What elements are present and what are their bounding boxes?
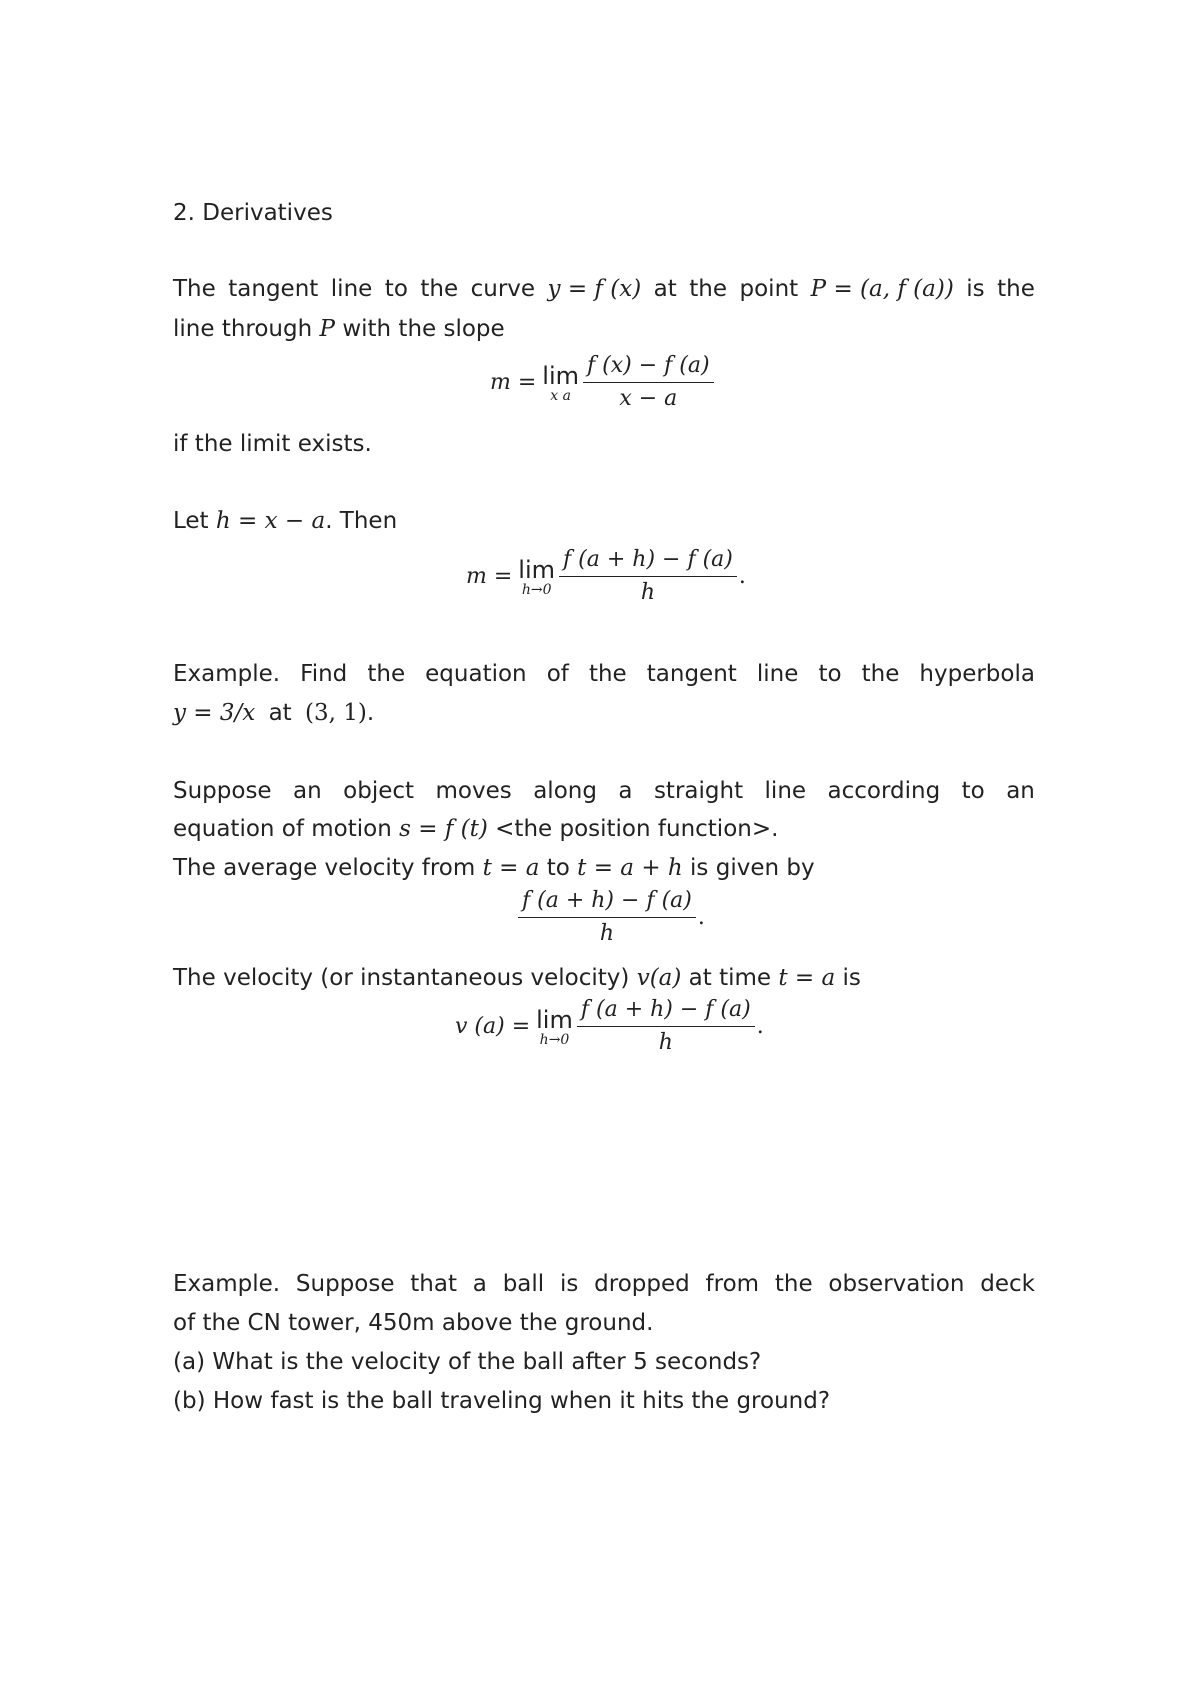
instantaneous-velocity-line xyxy=(173,963,861,993)
example-1-line-2 xyxy=(173,698,374,728)
word: of xyxy=(546,661,569,687)
word: the xyxy=(420,276,459,302)
numerator: f (x) − f (a) xyxy=(583,352,714,383)
equation-lhs: m = xyxy=(490,370,537,395)
word: the xyxy=(367,661,406,687)
limit-operator xyxy=(542,363,579,403)
denominator: h xyxy=(599,921,615,946)
word: observation xyxy=(828,1271,965,1297)
word: Example. xyxy=(173,1271,281,1297)
curve-expression: y = f (x) xyxy=(547,276,642,302)
numerator: f (a + h) − f (a) xyxy=(559,546,737,577)
numerator: f (a + h) − f (a) xyxy=(577,996,755,1027)
tangent-definition-line-2 xyxy=(173,314,505,344)
word: the xyxy=(997,276,1035,302)
word: Suppose xyxy=(295,1271,395,1297)
word: tangent xyxy=(646,661,737,687)
numerator: f (a + h) − f (a) xyxy=(518,887,696,918)
word: Suppose xyxy=(173,778,272,804)
text: . Then xyxy=(325,508,398,534)
word: to xyxy=(384,276,408,302)
word: line xyxy=(764,778,807,804)
word: that xyxy=(410,1271,457,1297)
substitution-line xyxy=(173,506,397,536)
example-2-part-b: (b) How fast is the ball traveling when it hits the ground? xyxy=(173,1388,831,1414)
text: <the position function>. xyxy=(495,816,779,842)
word: a xyxy=(472,1271,487,1297)
word: is xyxy=(966,276,985,302)
point-variable: P xyxy=(319,316,335,342)
tangent-definition-line-1 xyxy=(173,274,1035,304)
word: an xyxy=(1006,778,1035,804)
word: line xyxy=(330,276,373,302)
slope-limit-equation xyxy=(490,352,714,413)
word: an xyxy=(293,778,322,804)
word: the xyxy=(588,661,627,687)
equation-lhs: m = xyxy=(466,564,513,589)
point-value: (3, 1) xyxy=(305,700,367,726)
example-2-line-1 xyxy=(173,1269,1035,1299)
limit-subscript: h→0 xyxy=(521,581,552,598)
position-function-expression: s = f (t) xyxy=(399,816,488,842)
denominator: h xyxy=(658,1030,673,1055)
difference-quotient xyxy=(559,546,737,607)
limit-subscript: x a xyxy=(550,387,571,404)
text: equation of motion xyxy=(173,816,392,842)
substitution-expression: h = x − a xyxy=(215,508,326,534)
average-velocity-equation xyxy=(518,887,705,948)
denominator: h xyxy=(640,580,656,605)
limit-exists-note: if the limit exists. xyxy=(173,431,372,457)
text: at time xyxy=(688,965,772,991)
average-velocity-line xyxy=(173,853,815,883)
text: Let xyxy=(173,508,209,534)
difference-quotient xyxy=(577,996,755,1057)
period: . xyxy=(697,905,705,930)
text: at xyxy=(268,700,292,726)
text: The velocity (or instantaneous velocity) xyxy=(173,965,630,991)
word: tangent xyxy=(228,276,319,302)
word: line xyxy=(756,661,799,687)
word: dropped xyxy=(594,1271,690,1297)
limit-word: lim xyxy=(536,1005,573,1034)
difference-quotient xyxy=(518,887,696,948)
velocity-limit-equation xyxy=(455,996,764,1057)
limit-operator xyxy=(518,557,555,597)
word: equation xyxy=(425,661,527,687)
difference-quotient xyxy=(583,352,714,413)
word: The xyxy=(173,276,216,302)
period: . xyxy=(738,564,746,589)
word: the xyxy=(689,276,728,302)
limit-word: lim xyxy=(518,555,556,584)
word: along xyxy=(533,778,597,804)
word: point xyxy=(739,276,799,302)
limit-word: lim xyxy=(542,361,580,390)
time-expression: t = a xyxy=(482,855,540,881)
limit-subscript: h→0 xyxy=(539,1031,570,1048)
motion-line-2 xyxy=(173,814,778,844)
text: . xyxy=(366,700,375,726)
word: is xyxy=(559,1271,579,1297)
word: from xyxy=(705,1271,760,1297)
word: the xyxy=(861,661,900,687)
example-2-line-2: of the CN tower, 450m above the ground. xyxy=(173,1310,654,1336)
velocity-expression: v(a) xyxy=(636,965,682,991)
section-heading: 2. Derivatives xyxy=(173,200,333,226)
equation-lhs: v (a) = xyxy=(455,1014,531,1039)
word: object xyxy=(343,778,415,804)
example-2-part-a: (a) What is the velocity of the ball after 5 seconds? xyxy=(173,1349,762,1375)
limit-operator xyxy=(536,1007,573,1047)
word: straight xyxy=(653,778,744,804)
word: according xyxy=(827,778,941,804)
word: ball xyxy=(502,1271,545,1297)
text: with the slope xyxy=(342,316,505,342)
text: is given by xyxy=(690,855,815,881)
word: hyperbola xyxy=(919,661,1035,687)
text: is xyxy=(842,965,861,991)
denominator: x − a xyxy=(619,386,678,411)
text: to xyxy=(546,855,570,881)
word: Example. xyxy=(173,661,281,687)
period: . xyxy=(756,1014,764,1039)
time-expression: t = a + h xyxy=(577,855,683,881)
motion-line-1 xyxy=(173,776,1035,806)
word: moves xyxy=(435,778,512,804)
word: the xyxy=(774,1271,813,1297)
point-expression: P = (a, f (a)) xyxy=(810,276,954,302)
word: Find xyxy=(300,661,348,687)
hyperbola-expression: y = 3/x xyxy=(173,700,256,726)
example-1-line-1 xyxy=(173,659,1035,689)
word: to xyxy=(961,778,985,804)
word: to xyxy=(818,661,842,687)
word: curve xyxy=(470,276,536,302)
time-expression: t = a xyxy=(778,965,836,991)
text: The average velocity from xyxy=(173,855,476,881)
slope-limit-h-equation xyxy=(466,546,746,607)
word: a xyxy=(618,778,633,804)
word: at xyxy=(653,276,677,302)
text: line through xyxy=(173,316,313,342)
word: deck xyxy=(980,1271,1035,1297)
